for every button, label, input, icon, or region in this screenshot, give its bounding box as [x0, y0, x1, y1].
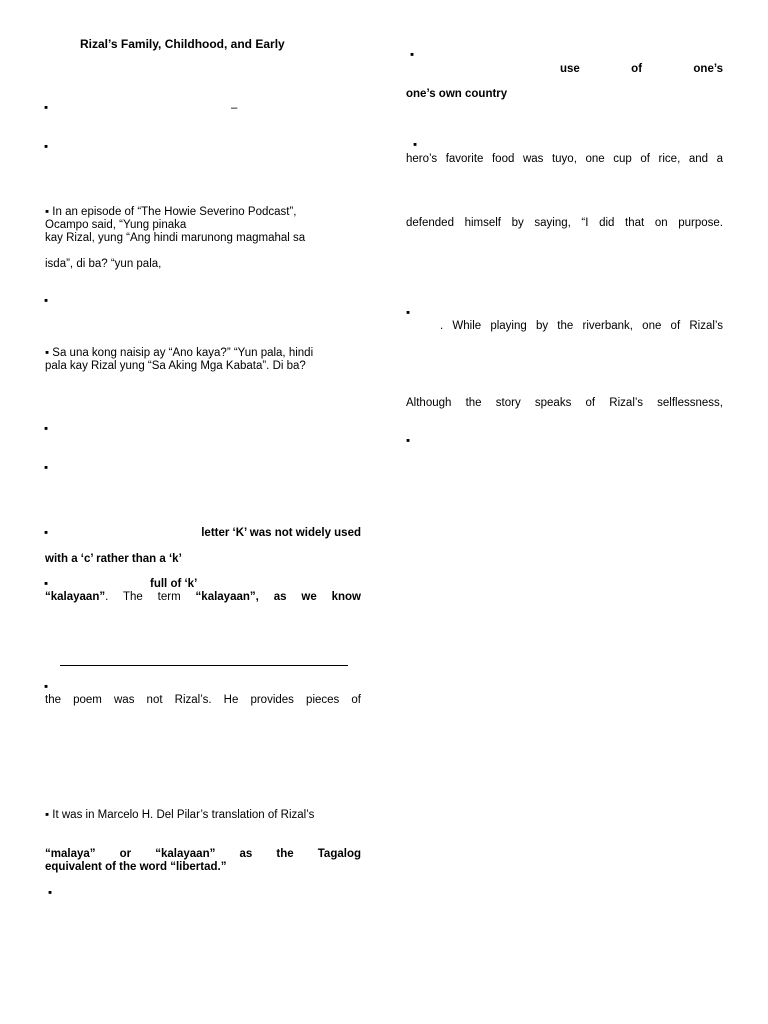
paragraph-podcast-line-4: isda”, di ba? “yun pala, — [45, 258, 162, 270]
selflessness-line: Although the story speaks of Rizal’s selflessness, — [406, 397, 723, 409]
riverbank-line: . While playing by the riverbank, one of Rizal’s — [440, 320, 723, 332]
bullet-1: ▪ — [44, 102, 49, 114]
marcelo-line: ▪ It was in Marcelo H. Del Pilar’s translation of Rizal’s — [45, 809, 315, 821]
full-of-k-line: full of ‘k’ — [150, 578, 198, 590]
bullet-9: ▪ — [48, 887, 53, 899]
bullet-4: ▪ — [44, 423, 49, 435]
c-rather-than-k-line: with a ‘c’ rather than a ‘k’ — [45, 553, 182, 565]
bullet-8: ▪ — [44, 681, 49, 693]
ones-own-country-line: one’s own country — [406, 88, 508, 100]
bullet-7: ▪ — [44, 578, 49, 590]
bullet-r3: ▪ — [406, 307, 411, 319]
paragraph-podcast-line-3: kay Rizal, yung “Ang hindi marunong magmahal sa — [45, 232, 306, 244]
paragraph-podcast-line-2: Ocampo said, “Yung pinaka — [45, 219, 187, 231]
bullet-r2: ▪ — [413, 139, 418, 151]
libertad-line: equivalent of the word “libertad.” — [45, 861, 227, 873]
paragraph-sa-una-line-1: ▪ Sa una kong naisip ay “Ano kaya?” “Yun pala, hindi — [45, 347, 314, 359]
bullet-r1: ▪ — [410, 49, 415, 61]
bullet-3: ▪ — [44, 295, 49, 307]
bullet-6: ▪ — [44, 527, 49, 539]
page-title: Rizal’s Family, Childhood, and Early — [80, 37, 285, 51]
defended-himself-line: defended himself by saying, “I did that on purpose. — [406, 217, 723, 229]
use-of-ones-line: use of one’s — [560, 63, 723, 75]
paragraph-podcast-line-1: ▪ In an episode of “The Howie Severino Podcast”, — [45, 206, 297, 218]
kalayaan-line: “kalayaan”. The term “kalayaan”, as we know — [45, 591, 361, 603]
bullet-5: ▪ — [44, 462, 49, 474]
dash-mark: – — [231, 102, 238, 114]
paragraph-sa-una-line-2: pala kay Rizal yung “Sa Aking Mga Kabata”. Di ba? — [45, 360, 306, 372]
horizontal-rule — [60, 665, 348, 666]
bullet-2: ▪ — [44, 141, 49, 153]
poem-not-rizals-line: the poem was not Rizal’s. He provides pieces of — [45, 694, 361, 706]
malaya-line: “malaya” or “kalayaan” as the Tagalog — [45, 848, 361, 860]
favorite-food-line: hero’s favorite food was tuyo, one cup of rice, and a — [406, 153, 723, 165]
bullet-r4: ▪ — [406, 435, 411, 447]
letter-k-line: letter ‘K’ was not widely used — [201, 527, 361, 539]
